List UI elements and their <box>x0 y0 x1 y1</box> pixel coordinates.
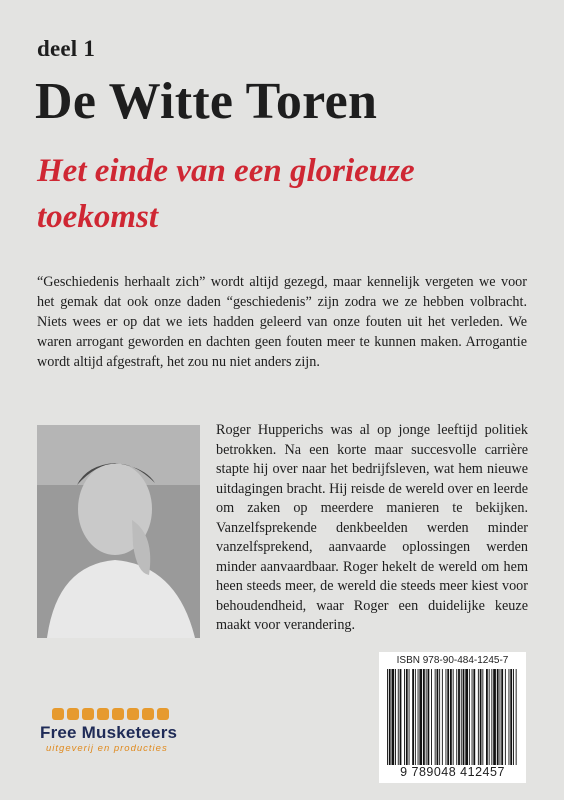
author-bio: Roger Hupperichs was al op jonge leeftijd politiek betrokken. Na een korte maar succesvolle carrière stapte hij over naar het bedrijfsleven, wat hem nieuwe uitdagingen bracht. Hij reisde de wereld over en leerde om zaken op meerdere manieren te bekijken. Vanzelfsprekende denkbeelden werden minder vanzelfsprekend, aanvaarde oplossingen werden minder aanvaardbaar. Roger hekelt de wereld om hem heen steeds meer, de wereld die steeds meer kiest voor behoudendheid, waar Roger een duidelijke keuze maakt voor verandering. <box>216 422 528 633</box>
series-label: deel 1 <box>37 36 96 61</box>
isbn-label: ISBN 978-90-484-1245-7 <box>396 655 509 666</box>
publisher-tagline: uitgeverij en producties <box>46 743 168 754</box>
author-portrait-icon <box>37 425 200 638</box>
barcode-box <box>379 652 526 783</box>
publisher-logo <box>40 708 200 754</box>
barcode-icon <box>383 669 522 765</box>
barcode-digits: 9 789048 412457 <box>400 765 505 779</box>
book-subtitle: Het einde van een glorieuze toekomst <box>37 153 415 235</box>
book-title: De Witte Toren <box>35 73 378 130</box>
blurb-text: “Geschiedenis herhaalt zich” wordt altijd gezegd, maar kennelijk vergeten we voor het gemak dat ook onze daden “geschiedenis” zijn zodra we ze hebben volbracht. Niets wees er op dat we iets hadden geleerd van onze fouten uit het verleden. We waren arrogant geworden en dachten geen fouten meer te kunnen maken. Arrogantie wordt altijd afgestraft, het zou nu niet anders zijn. <box>37 274 527 370</box>
author-photo <box>37 425 200 638</box>
book-icons <box>52 708 200 720</box>
publisher-name: Free Musketeers <box>40 723 178 742</box>
